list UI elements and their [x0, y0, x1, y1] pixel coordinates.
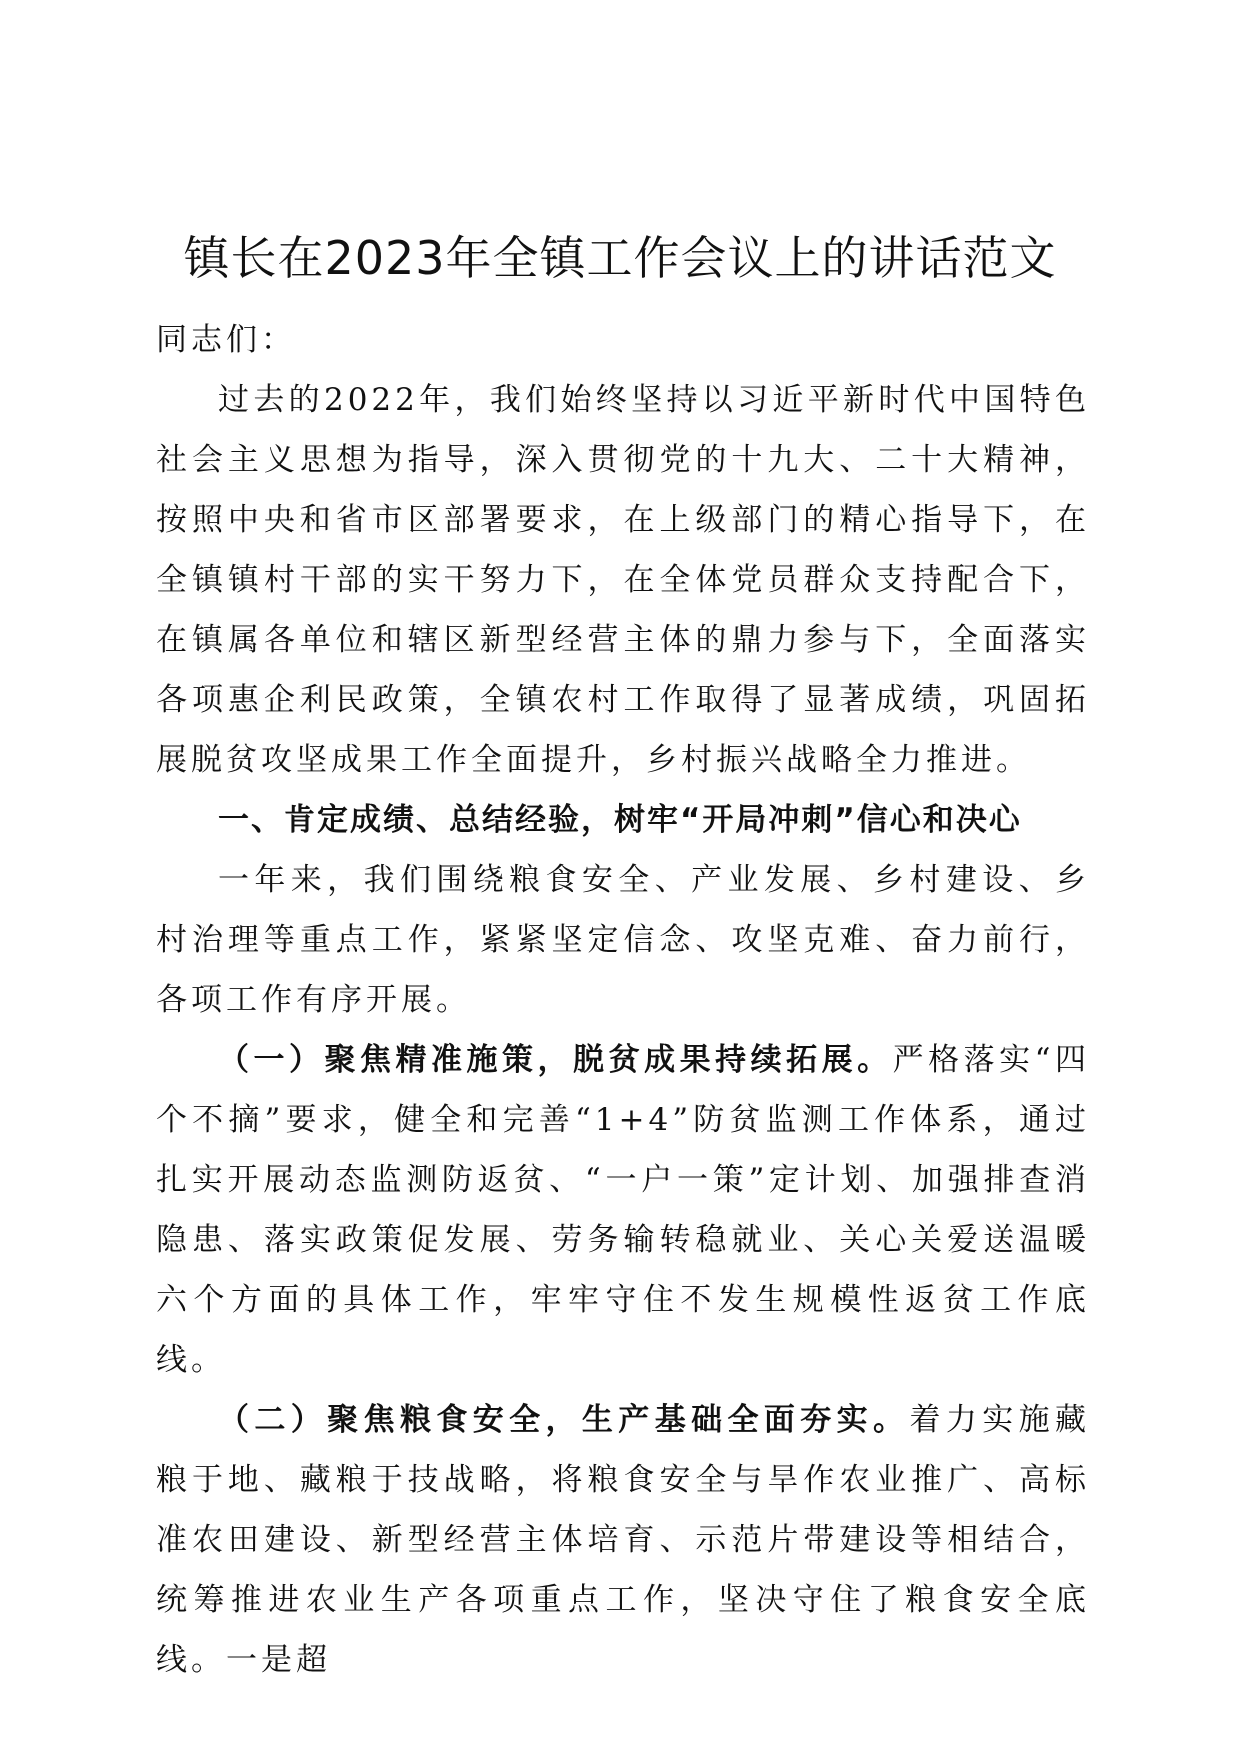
item-2-lead: （二）聚焦粮食安全，生产基础全面夯实。 — [218, 1402, 910, 1438]
document-body — [156, 310, 1090, 1690]
document-title: 镇长在2023年全镇工作会议上的讲话范文 — [183, 231, 1057, 285]
intro-paragraph: 过去的2022年，我们始终坚持以习近平新时代中国特色社会主义思想为指导，深入贯彻党的十九大、二十大精神，按照中央和省市区部署要求，在上级部门的精心指导下，在全镇镇村干部的实干努力下，在全体党员群众支持配合下，在镇属各单位和辖区新型经营主体的鼎力参与下，全面落实各项惠企利民政策，全镇农村工作取得了显著成绩，巩固拓展脱贫攻坚成果工作全面提升，乡村振兴战略全力推进。 — [156, 382, 1090, 778]
section-heading-1: 一、肯定成绩、总结经验，树牢“开局冲刺”信心和决心 — [218, 802, 1022, 838]
item-1-text: 严格落实“四个不摘”要求，健全和完善“1+4”防贫监测工作体系，通过扎实开展动态监测防返贫、“一户一策”定计划、加强排查消隐患、落实政策促发展、劳务输转稳就业、关心关爱送温暖六个方面的具体工作，牢牢守住不发生规模性返贫工作底线。 — [156, 1042, 1090, 1378]
item-2-text: 着力实施藏粮于地、藏粮于技战略，将粮食安全与旱作农业推广、高标准农田建设、新型经营主体培育、示范片带建设等相结合，统筹推进农业生产各项重点工作，坚决守住了粮食安全底线。一是超 — [156, 1402, 1091, 1678]
salutation: 同志们： — [156, 322, 296, 358]
item-1-paragraph — [156, 1030, 1090, 1390]
item-2-paragraph — [156, 1390, 1090, 1690]
item-1-lead: （一）聚焦精准施策，脱贫成果持续拓展。 — [218, 1042, 893, 1078]
section-1-intro-paragraph: 一年来，我们围绕粮食安全、产业发展、乡村建设、乡村治理等重点工作，紧紧坚定信念、攻坚克难、奋力前行，各项工作有序开展。 — [156, 862, 1090, 1018]
